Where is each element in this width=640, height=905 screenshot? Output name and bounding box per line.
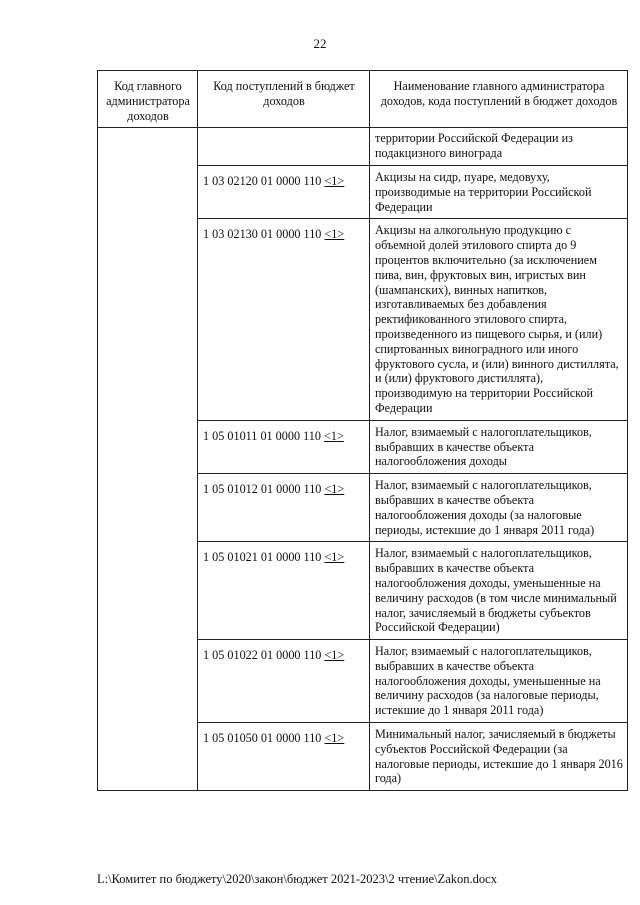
revenue-code: 1 05 01050 01 0000 110 [203,731,322,746]
revenue-code: 1 05 01021 01 0000 110 [203,550,322,565]
revenue-codes-table [97,70,628,791]
revenue-code-cell [198,723,370,791]
header-name: Наименование главного администратора доходов, кода поступлений в бюджет доходов [370,71,628,128]
footnote-link[interactable]: <1> [323,428,344,443]
continuation-name-cell: территории Российской Федерации из подакцизного винограда [370,128,628,166]
revenue-code-cell [198,474,370,542]
revenue-code: 1 05 01011 01 0000 110 [203,428,321,443]
revenue-code-cell [198,420,370,473]
page-number: 22 [313,36,327,51]
revenue-code: 1 03 02120 01 0000 110 [203,173,322,188]
revenue-code: 1 03 02130 01 0000 110 [203,227,322,242]
footnote-link[interactable]: <1> [324,648,345,663]
footnote-link[interactable]: <1> [324,731,345,746]
revenue-code-cell [198,640,370,723]
header-admin-code: Код главного администратора доходов [98,71,198,128]
header-revenue-code: Код поступлений в бюджет доходов [198,71,370,128]
revenue-name-cell: Налог, взимаемый с налогоплательщиков, выбравших в качестве объекта налогообложения доходы [370,420,628,473]
admin-code-cell [98,128,198,791]
footnote-link[interactable]: <1> [324,550,345,565]
footnote-link[interactable]: <1> [324,482,345,497]
revenue-name-cell: Минимальный налог, зачисляемый в бюджеты субъектов Российской Федерации (за налоговые периоды, истекшие до 1 января 2016 года) [370,723,628,791]
revenue-code: 1 05 01022 01 0000 110 [203,648,322,663]
footnote-link[interactable]: <1> [324,227,345,242]
revenue-code-cell [198,165,370,218]
revenue-code-cell [198,219,370,420]
revenue-name-cell: Налог, взимаемый с налогоплательщиков, выбравших в качестве объекта налогообложения доходы, уменьшенные на величину расходов (за налоговые периоды, истекшие до 1 января 2011 года) [370,640,628,723]
revenue-code-cell [198,128,370,166]
table-header-row [98,71,628,128]
revenue-name-cell: Налог, взимаемый с налогоплательщиков, выбравших в качестве объекта налогообложения доходы (за налоговые периоды, истекшие до 1 января 2011 года) [370,474,628,542]
footnote-link[interactable]: <1> [324,173,345,188]
revenue-name-cell: Налог, взимаемый с налогоплательщиков, выбравших в качестве объекта налогообложения доходы, уменьшенные на величину расходов (в том числе минимальный налог, зачисляемый в бюджеты субъектов Российской Федерации) [370,542,628,640]
table-row [98,128,628,166]
revenue-code: 1 05 01012 01 0000 110 [203,482,322,497]
revenue-name-cell: Акцизы на алкогольную продукцию с объемной долей этилового спирта до 9 процентов включительно (за исключением пива, вин, фруктовых вин, игристых вин (шампанских), винных напитков, изготавливаемых без добавления ректификованного этилового спирта, произведенного из пищевого сырья, и (или) спиртованных виноградного или иного фруктового сусла, и (или) винного дистиллята, и (или) фруктового дистиллята), производимую на территории Российской Федерации [370,219,628,420]
revenue-name-cell: Акцизы на сидр, пуаре, медовуху, производимые на территории Российской Федерации [370,165,628,218]
file-path-footer: L:\Комитет по бюджету\2020\закон\бюджет 2021-2023\2 чтение\Zakon.docx [97,872,497,886]
revenue-code-cell [198,542,370,640]
